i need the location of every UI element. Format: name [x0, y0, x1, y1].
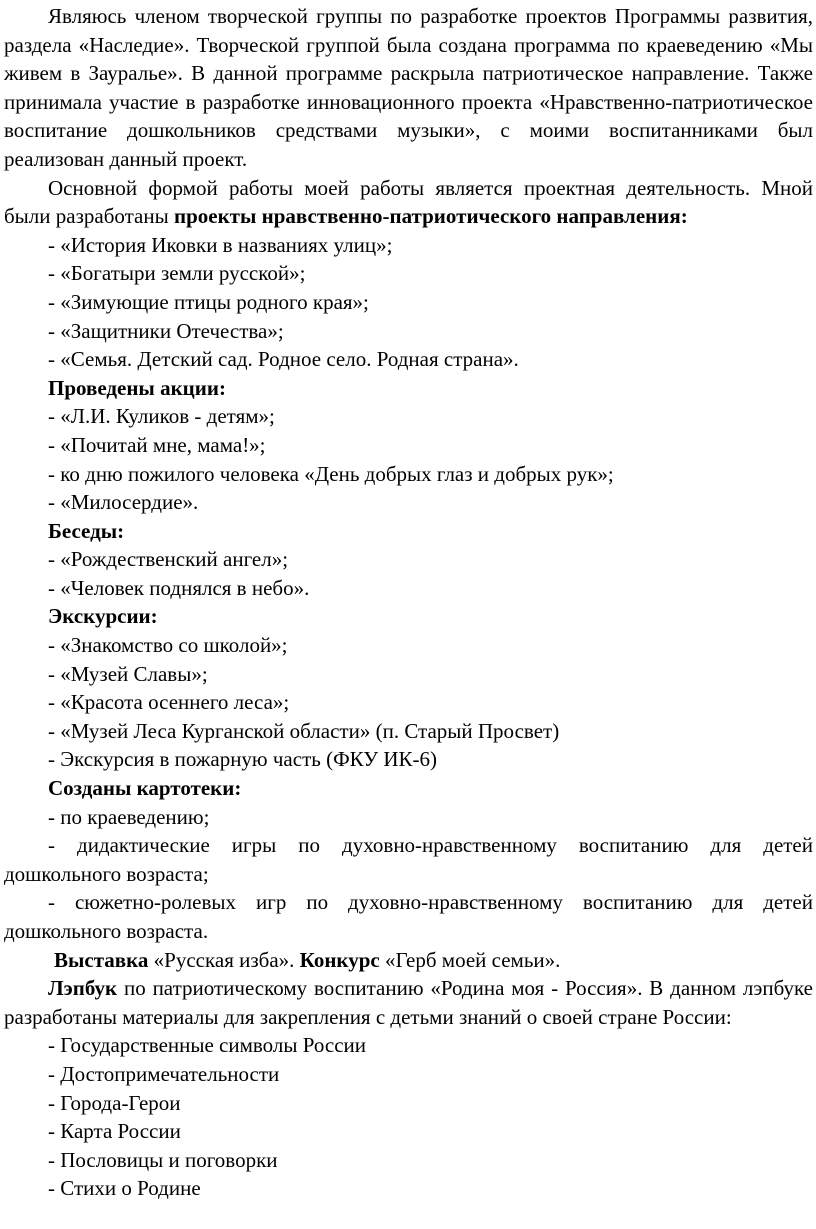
list-item: - по краеведению; [48, 804, 210, 829]
list-item: - Карта России [48, 1119, 181, 1144]
exhibition-label: Выставка [54, 947, 149, 972]
contest-text: «Герб моей семьи». [379, 947, 561, 972]
list-item: - «Семья. Детский сад. Родное село. Родная страна». [48, 347, 519, 372]
intro-paragraph-1: Являюсь членом творческой группы по разработке проектов Программы развития, раздела «Наследие». Творческой группой была создана программа по краеведению «Мы живем в Зауралье». В данной программе раскрыла патриотическое направление. Также принимала участие в разработке инновационного проекта «Нравственно-патриотическое воспитание дошкольников средствами музыки», с моими воспитанниками был реализован данный проект. [4, 4, 813, 171]
list-item: - Пословицы и поговорки [48, 1147, 278, 1172]
list-item: - «Л.И. Куликов - детям»; [48, 404, 275, 429]
list-item: - «Защитники Отечества»; [48, 318, 284, 343]
lapbook-list [4, 1031, 813, 1203]
list-item: - «Человек поднялся в небо». [48, 575, 310, 600]
list-item: - «Музей Славы»; [48, 661, 208, 686]
actions-list [4, 402, 813, 516]
lapbook-paragraph [4, 974, 813, 1031]
cards-list [4, 803, 813, 946]
list-item: - «Знакомство со школой»; [48, 633, 288, 658]
projects-list [4, 231, 813, 374]
exhibition-paragraph [4, 946, 813, 975]
list-item: - дидактические игры по духовно-нравственному воспитанию для детей дошкольного возраста; [4, 833, 813, 886]
list-item: - «Милосердие». [48, 490, 199, 515]
lapbook-text: по патриотическому воспитанию «Родина моя - Россия». В данном лэпбуке разработаны материалы для закрепления с детьми знаний о своей стране России: [4, 976, 813, 1029]
talks-heading: Беседы: [48, 518, 125, 543]
list-item: - Города-Герои [48, 1090, 181, 1115]
lapbook-label: Лэпбук [48, 976, 118, 1001]
list-item: - Экскурсия в пожарную часть (ФКУ ИК-6) [48, 747, 438, 772]
list-item: - «Музей Леса Курганской области» (п. Старый Просвет) [48, 718, 560, 743]
excursions-list [4, 631, 813, 774]
exhibition-text: «Русская изба». [148, 947, 300, 972]
intro-paragraph-2 [4, 174, 813, 231]
list-item: - «Рождественский ангел»; [48, 547, 289, 572]
contest-label: Конкурс [299, 947, 380, 972]
list-item: - «История Иковки в названиях улиц»; [48, 232, 393, 257]
projects-heading: проекты нравственно-патриотического направления: [173, 204, 688, 229]
list-item: - сюжетно-ролевых игр по духовно-нравственному воспитанию для детей дошкольного возраста. [4, 890, 813, 943]
cards-heading: Созданы картотеки: [48, 776, 242, 801]
list-item: - «Почитай мне, мама!»; [48, 432, 266, 457]
list-item: - ко дню пожилого человека «День добрых глаз и добрых рук»; [48, 461, 614, 486]
list-item: - «Богатыри земли русской»; [48, 261, 306, 286]
actions-heading: Проведены акции: [48, 375, 226, 400]
intro-paragraph-2-text: Основной формой работы моей работы является проектная деятельность. Мной были разработаны [4, 175, 813, 229]
list-item: - Стихи о Родине [48, 1176, 201, 1201]
list-item: - Государственные символы России [48, 1033, 367, 1058]
list-item: - «Зимующие птицы родного края»; [48, 289, 369, 314]
talks-list [4, 545, 813, 602]
excursions-heading: Экскурсии: [48, 604, 158, 629]
list-item: - Достопримечательности [48, 1061, 280, 1086]
list-item: - «Красота осеннего леса»; [48, 690, 290, 715]
